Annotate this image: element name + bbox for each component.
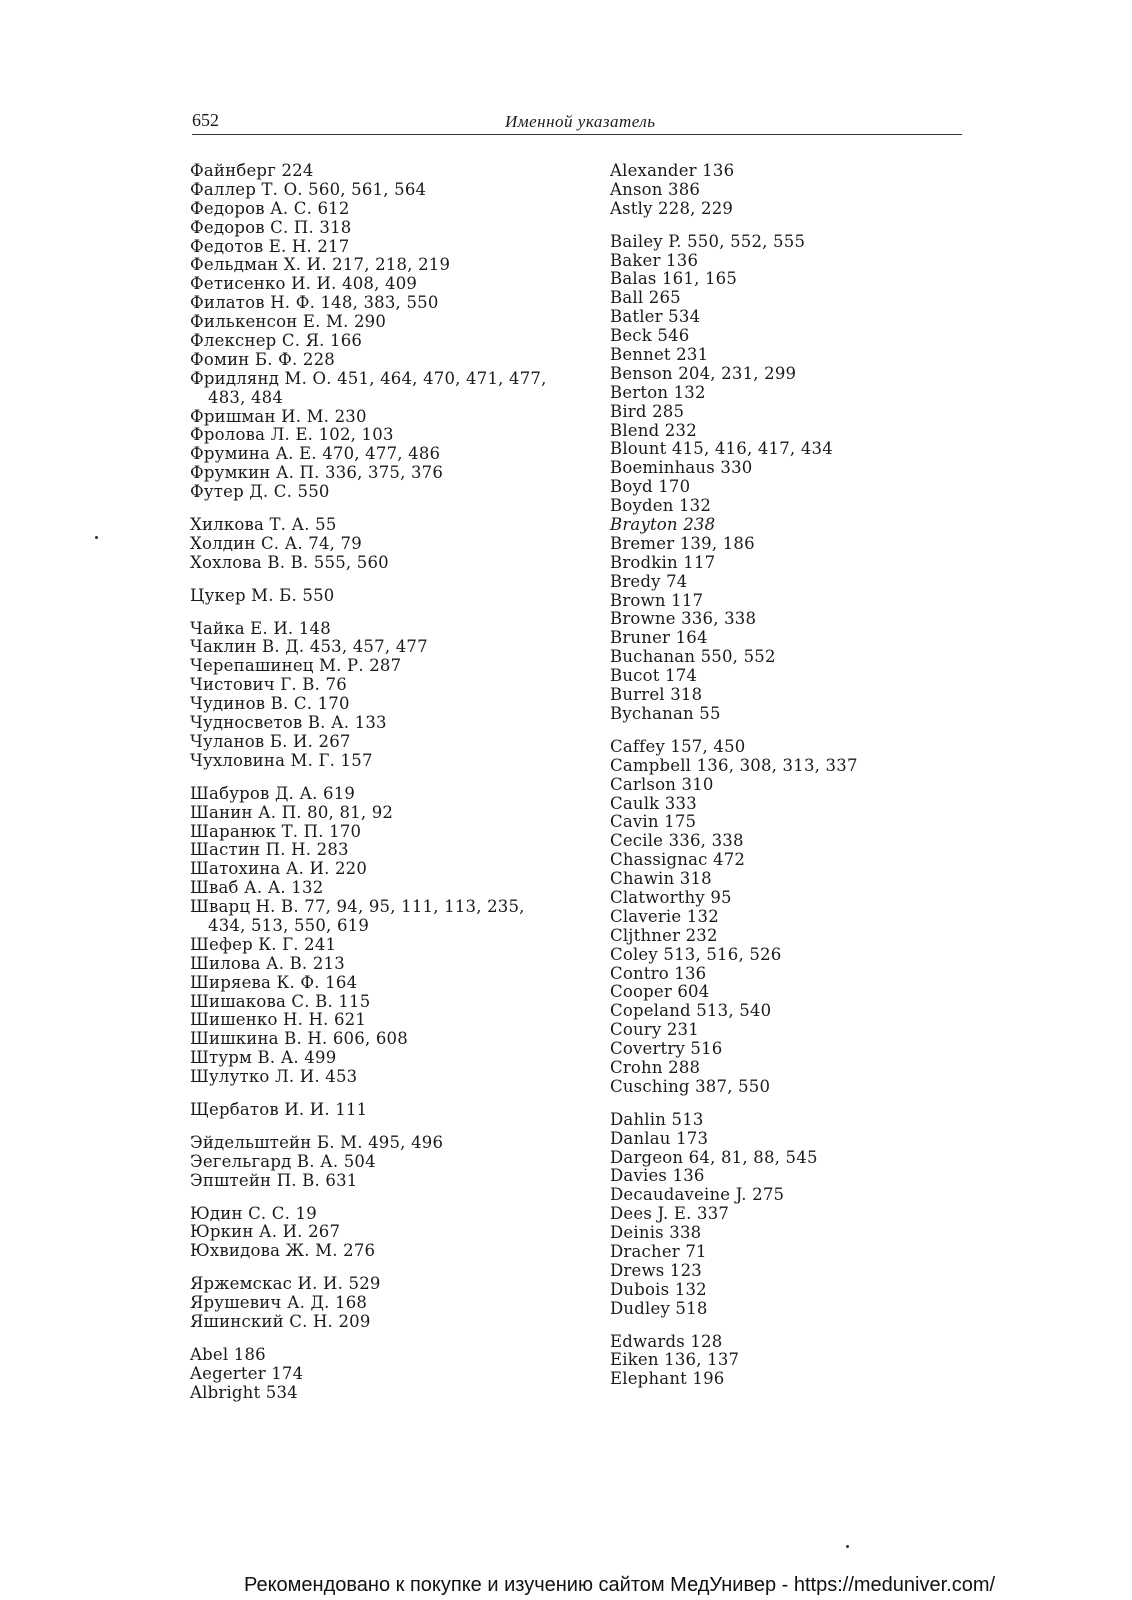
index-entry: Bailey P. 550, 552, 555	[610, 231, 806, 251]
index-entry: Шанин А. П. 80, 81, 92	[190, 802, 394, 822]
index-entry: Шваб А. А. 132	[190, 878, 324, 898]
section-gap	[190, 1261, 547, 1275]
stray-mark	[846, 1545, 849, 1548]
index-entry: Beck 546	[610, 326, 690, 346]
index-entry: Astly 228, 229	[610, 198, 734, 218]
index-entry: Яржемскас И. И. 529	[190, 1274, 381, 1294]
index-entry: Фрумина А. Е. 470, 477, 486	[190, 444, 441, 464]
section-gap	[190, 573, 547, 587]
index-entry: Bychanan 55	[610, 703, 721, 723]
section-gap	[190, 1120, 547, 1134]
index-entry: Шаранюк Т. П. 170	[190, 821, 362, 841]
index-entry: Шефер К. Г. 241	[190, 934, 337, 954]
index-entry: Фетисенко И. И. 408, 409	[190, 274, 418, 294]
index-entry: Bird 285	[610, 401, 685, 421]
index-entry: Cusching 387, 550	[610, 1076, 771, 1096]
index-entry: Campbell 136, 308, 313, 337	[610, 755, 858, 775]
section-gap	[190, 1191, 547, 1205]
index-entry: Цукер М. Б. 550	[190, 585, 335, 605]
index-entry: Чистович Г. В. 76	[190, 675, 347, 695]
index-entry: Фришман И. М. 230	[190, 406, 367, 426]
index-entry: Brown 117	[610, 590, 704, 610]
index-entry: Фрумкин А. П. 336, 375, 376	[190, 463, 444, 483]
index-entry: Caulk 333	[610, 793, 697, 813]
index-entry: Buchanan 550, 552	[610, 647, 776, 667]
index-entry: Carlson 310	[610, 774, 714, 794]
index-entry: Щербатов И. И. 111	[190, 1099, 368, 1119]
index-entry: Bremer 139, 186	[610, 533, 755, 553]
index-entry: Baker 136	[610, 250, 699, 270]
index-entry: Dudley 518	[610, 1298, 708, 1318]
index-entry: Шишенко Н. Н. 621	[190, 1010, 367, 1030]
index-entry: Boeminhaus 330	[610, 458, 753, 478]
index-entry: Chassignac 472	[610, 850, 746, 870]
index-entry: Brodkin 117	[610, 552, 716, 572]
index-entry: Фролова Л. Е. 102, 103	[190, 425, 394, 445]
index-entry: Decaudaveine J. 275	[610, 1185, 785, 1205]
index-entry: Crohn 288	[610, 1057, 701, 1077]
index-entry: Эйдельштейн Б. М. 495, 496	[190, 1132, 444, 1152]
running-title: Именной указатель	[505, 112, 656, 131]
index-entry: Чайка Е. И. 148	[190, 618, 331, 638]
index-entry: Bruner 164	[610, 628, 708, 648]
index-entry: Copeland 513, 540	[610, 1001, 772, 1021]
index-entry: Шварц Н. В. 77, 94, 95, 111, 113, 235,	[190, 897, 525, 917]
index-entry: Benson 204, 231, 299	[610, 363, 797, 383]
index-entry: Хилкова Т. А. 55	[190, 515, 337, 535]
footer-note: Рекомендовано к покупке и изучению сайтом МедУнивер - https://meduniver.com/	[244, 1574, 996, 1596]
section-gap	[190, 606, 547, 620]
index-entry: Covertry 516	[610, 1039, 723, 1059]
index-entry: Шулутко Л. И. 453	[190, 1067, 358, 1087]
index-entry: Elephant 196	[610, 1369, 725, 1389]
index-entry: Clatworthy 95	[610, 887, 732, 907]
index-entry: Шишакова С. В. 115	[190, 991, 371, 1011]
index-entry: Albright 534	[190, 1382, 298, 1402]
index-entry: Юдин С. С. 19	[190, 1203, 317, 1223]
index-entry: Штурм В. А. 499	[190, 1048, 337, 1068]
index-entry: Brayton 238	[610, 515, 716, 535]
index-entry: Шатохина А. И. 220	[190, 859, 368, 879]
index-entry: Ширяева К. Ф. 164	[190, 972, 358, 992]
index-entry: Филатов Н. Ф. 148, 383, 550	[190, 293, 439, 313]
index-entry: Филькенсон Е. М. 290	[190, 312, 387, 332]
index-entry: Юхвидова Ж. М. 276	[190, 1241, 376, 1261]
index-entry: Фомин Б. Ф. 228	[190, 349, 335, 369]
index-entry: Dargeon 64, 81, 88, 545	[610, 1147, 818, 1167]
index-entry: Dees J. E. 337	[610, 1204, 730, 1224]
index-entry: Cooper 604	[610, 982, 710, 1002]
index-entry: Ball 265	[610, 288, 681, 308]
index-entry: Dubois 132	[610, 1279, 707, 1299]
index-entry: Cecile 336, 338	[610, 831, 744, 851]
index-entry: Эпштейн П. В. 631	[190, 1170, 358, 1190]
index-entry: Чухловина М. Г. 157	[190, 750, 373, 770]
index-entry: Coury 231	[610, 1020, 699, 1040]
index-entry: Bucot 174	[610, 666, 698, 686]
header-rule	[192, 134, 962, 135]
index-entry: Федотов Е. Н. 217	[190, 236, 350, 256]
section-gap	[610, 724, 858, 738]
section-gap	[190, 502, 547, 516]
index-entry: Яшинский С. Н. 209	[190, 1311, 371, 1331]
index-entry: Balas 161, 165	[610, 269, 738, 289]
section-gap	[190, 1087, 547, 1101]
index-entry: Boyden 132	[610, 496, 712, 516]
index-entry: Эегельгард В. А. 504	[190, 1151, 376, 1171]
index-entry: Шишкина В. Н. 606, 608	[190, 1029, 408, 1049]
index-entry: Фридлянд М. О. 451, 464, 470, 471, 477,	[190, 368, 547, 388]
index-entry: Eiken 136, 137	[610, 1350, 740, 1370]
index-entry: Чудносветов В. А. 133	[190, 713, 387, 733]
index-entry: Davies 136	[610, 1166, 705, 1186]
index-entry: Drews 123	[610, 1260, 703, 1280]
index-entry: Dracher 71	[610, 1241, 707, 1261]
index-entry: Edwards 128	[610, 1331, 723, 1351]
index-entry: Шабуров Д. А. 619	[190, 783, 356, 803]
index-entry: Флекснер С. Я. 166	[190, 331, 363, 351]
section-gap	[610, 219, 858, 233]
index-entry: Abel 186	[190, 1344, 266, 1364]
index-entry: Contro 136	[610, 963, 707, 983]
stray-mark	[95, 536, 98, 539]
index-entry: Футер Д. С. 550	[190, 482, 330, 502]
index-entry: Aegerter 174	[190, 1363, 304, 1383]
index-entry: Blount 415, 416, 417, 434	[610, 439, 833, 459]
index-entry: Шастин П. Н. 283	[190, 840, 349, 860]
index-entry: Холдин С. А. 74, 79	[190, 533, 362, 553]
index-entry: Федоров А. С. 612	[190, 198, 350, 218]
index-entry: Batler 534	[610, 307, 701, 327]
index-entry: Шилова А. В. 213	[190, 953, 345, 973]
page-number: 652	[192, 110, 219, 130]
section-gap	[610, 1097, 858, 1111]
index-entry: Boyd 170	[610, 477, 691, 497]
section-gap	[190, 1332, 547, 1346]
index-entry: Чудинов В. С. 170	[190, 694, 350, 714]
index-entry: Deinis 338	[610, 1223, 702, 1243]
index-entry: Alexander 136	[610, 161, 735, 180]
index-entry: Bredy 74	[610, 571, 688, 591]
index-column-right	[610, 162, 858, 1389]
index-entry: Blend 232	[610, 420, 697, 440]
index-entry: Burrel 318	[610, 685, 703, 705]
section-gap	[610, 1319, 858, 1333]
index-entry: Coley 513, 516, 526	[610, 944, 782, 964]
index-entry: Claverie 132	[610, 906, 719, 926]
section-gap	[190, 771, 547, 785]
index-entry: Ярушевич А. Д. 168	[190, 1293, 368, 1313]
index-entry: Browne 336, 338	[610, 609, 757, 629]
index-entry-continuation: 434, 513, 550, 619	[208, 915, 370, 935]
index-entry: Файнберг 224	[190, 161, 314, 180]
index-entry: Chawin 318	[610, 869, 712, 889]
index-entry: Фельдман Х. И. 217, 218, 219	[190, 255, 451, 275]
index-entry: Bennet 231	[610, 345, 709, 365]
index-entry: Фаллер Т. О. 560, 561, 564	[190, 179, 427, 199]
index-entry-continuation: 483, 484	[208, 387, 284, 407]
index-entry: Хохлова В. В. 555, 560	[190, 552, 389, 572]
index-entry: Cavin 175	[610, 812, 697, 832]
index-entry: Danlau 173	[610, 1128, 709, 1148]
index-entry: Berton 132	[610, 382, 706, 402]
index-entry: Черепашинец М. Р. 287	[190, 656, 402, 676]
index-entry: Федоров С. П. 318	[190, 217, 352, 237]
index-entry: Чаклин В. Д. 453, 457, 477	[190, 637, 428, 657]
index-entry: Юркин А. И. 267	[190, 1222, 341, 1242]
index-entry: Dahlin 513	[610, 1109, 704, 1129]
index-entry: Anson 386	[610, 179, 701, 199]
index-entry: Caffey 157, 450	[610, 736, 746, 756]
index-entry: Чуланов Б. И. 267	[190, 731, 351, 751]
index-column-left	[190, 162, 547, 1403]
index-entry: Cljthner 232	[610, 925, 718, 945]
